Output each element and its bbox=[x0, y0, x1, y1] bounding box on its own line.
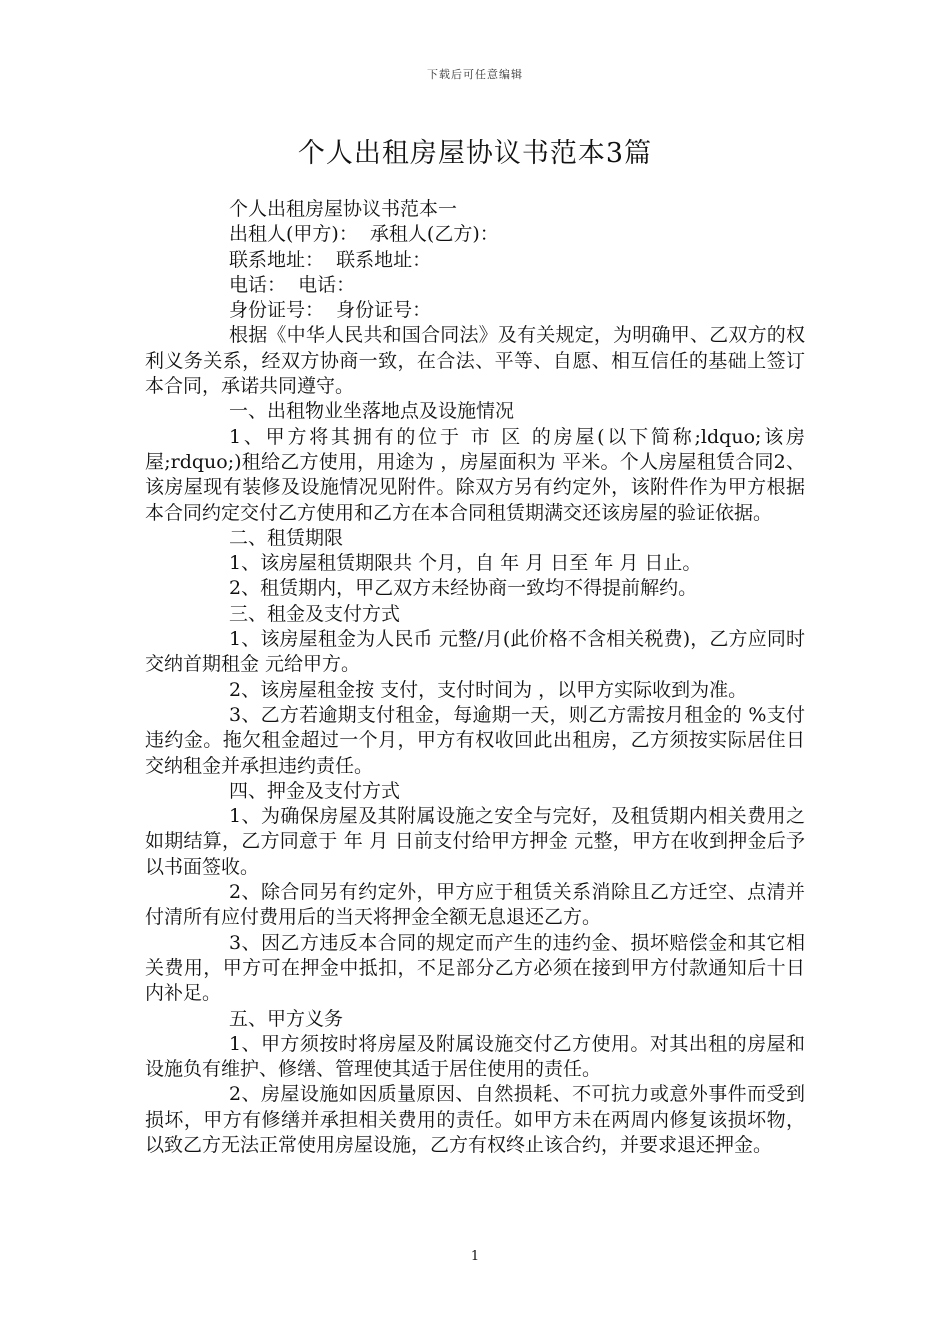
clause-paragraph: 2、房屋设施如因质量原因、自然损耗、不可抗力或意外事件而受到损坏，甲方有修缮并承担相关费用的责任。如甲方未在两周内修复该损坏物，以致乙方无法正常使用房屋设施，乙方有权终止该合约，并要求退还押金。 bbox=[145, 1083, 805, 1156]
clause-paragraph: 1、甲方将其拥有的位于 市 区 的房屋(以下简称;ldquo;该房屋;rdquo;)租给乙方使用，用途为 ，房屋面积为 平米。个人房屋租赁合同2、该房屋现有装修及设施情况见附件。除双方另有约定外，该附件作为甲方根据本合同约定交付乙方使用和乙方在本合同租赁期满交还该房屋的验证依据。 bbox=[145, 425, 805, 524]
phone-line: 电话： 电话： bbox=[229, 273, 356, 296]
document-title: 个人出租房屋协议书范本3篇 bbox=[297, 138, 653, 169]
subtitle: 个人出租房屋协议书范本一 bbox=[229, 198, 458, 220]
clause-paragraph: 2、租赁期内，甲乙双方未经协商一致均不得提前解约。 bbox=[229, 577, 698, 600]
section-heading: 五、甲方义务 bbox=[229, 1007, 344, 1030]
parties-line: 出租人(甲方)： 承租人(乙方)： bbox=[229, 223, 499, 246]
clause-paragraph: 1、该房屋租赁期限共 个月，自 年 月 日至 年 月 日止。 bbox=[229, 552, 702, 575]
clause-paragraph: 3、因乙方违反本合同的规定而产生的违约金、损坏赔偿金和其它相关费用，甲方可在押金中抵扣，不足部分乙方必须在接到甲方付款通知后十日内补足。 bbox=[145, 931, 805, 1005]
section-heading: 四、押金及支付方式 bbox=[229, 779, 401, 802]
clause-paragraph: 2、该房屋租金按 支付，支付时间为 ，以甲方实际收到为准。 bbox=[229, 678, 748, 701]
header-note: 下载后可任意编辑 bbox=[427, 68, 523, 81]
page-number: 1 bbox=[470, 1249, 480, 1264]
preamble-paragraph: 根据《中华人民共和国合同法》及有关规定，为明确甲、乙双方的权利义务关系，经双方协商一致，在合法、平等、自愿、相互信任的基础上签订本合同，承诺共同遵守。 bbox=[145, 324, 805, 398]
section-heading: 一、出租物业坐落地点及设施情况 bbox=[229, 400, 515, 423]
clause-paragraph: 1、该房屋租金为人民币 元整/月(此价格不含相关税费)，乙方应同时交纳首期租金 元给甲方。 bbox=[145, 628, 805, 676]
document-body bbox=[145, 197, 805, 1158]
address-line: 联系地址： 联系地址： bbox=[229, 248, 432, 271]
clause-paragraph: 2、除合同另有约定外，甲方应于租赁关系消除且乙方迁空、点清并付清所有应付费用后的当天将押金全额无息退还乙方。 bbox=[145, 881, 805, 929]
clause-paragraph: 3、乙方若逾期支付租金，每逾期一天，则乙方需按月租金的 %支付违约金。拖欠租金超过一个月，甲方有权收回此出租房，乙方须按实际居住日交纳租金并承担违约责任。 bbox=[145, 703, 805, 777]
section-heading: 二、租赁期限 bbox=[229, 526, 344, 549]
section-heading: 三、租金及支付方式 bbox=[229, 602, 401, 625]
id-line: 身份证号： 身份证号： bbox=[229, 299, 432, 322]
clause-paragraph: 1、为确保房屋及其附属设施之安全与完好，及租赁期内相关费用之如期结算，乙方同意于 年 月 日前支付给甲方押金 元整，甲方在收到押金后予以书面签收。 bbox=[145, 805, 805, 878]
clause-paragraph: 1、甲方须按时将房屋及附属设施交付乙方使用。对其出租的房屋和设施负有维护、修缮、管理使其适于居住使用的责任。 bbox=[145, 1032, 805, 1081]
